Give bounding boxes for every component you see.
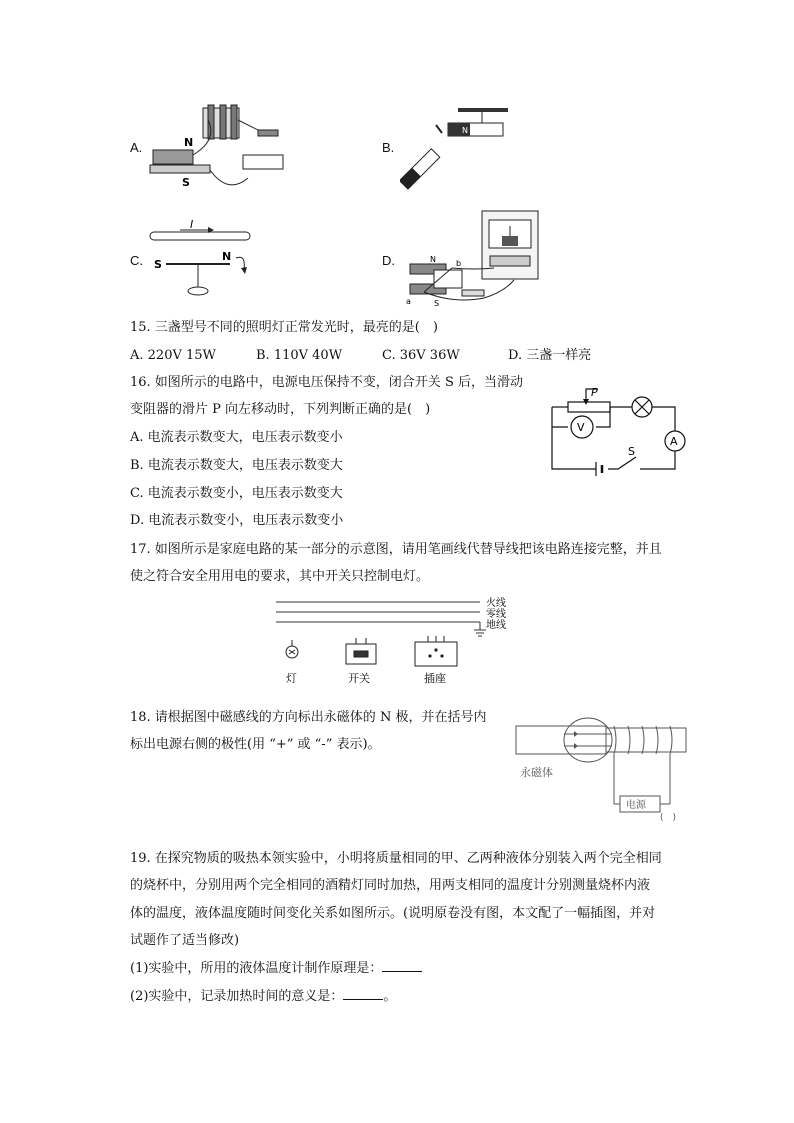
fig-d-b-label: b	[456, 259, 462, 268]
wire-ground-label: 地线	[486, 620, 506, 631]
q19-sub2-text: (2)实验中，记录加热时间的意义是：	[130, 989, 344, 1004]
fig-b-n-label: N	[462, 126, 468, 135]
q17-household-circuit	[270, 594, 530, 686]
figure-b-magnet-attraction	[400, 105, 520, 190]
q16-option-c: C. 电流表示数变小，电压表示数变大	[130, 486, 343, 501]
q19-sub1	[130, 959, 422, 979]
figure-c-oersted-experiment	[148, 218, 258, 303]
option-d-label: D.	[382, 253, 395, 268]
q15-stem: 15. 三盏型号不同的照明灯正常发光时，最亮的是( )	[130, 320, 438, 335]
q18-line1: 18. 请根据图中磁感线的方向标出永磁体的 N 极，并在括号内	[130, 710, 487, 725]
wire-live-label: 火线	[486, 598, 506, 609]
figure-a-electromagnet-circuit	[148, 100, 298, 195]
q16-option-d: D. 电流表示数变小，电压表示数变小	[130, 513, 344, 528]
fig-d-s-label: S	[434, 299, 440, 308]
fig-c-n-label: N	[222, 250, 232, 263]
fig-a-s-label: S	[182, 176, 190, 189]
q18-magnet-label: 永磁体	[520, 766, 553, 779]
fig-d-a-label: a	[406, 297, 411, 306]
option-a-label: A.	[130, 140, 143, 155]
q16-stem-line1: 16. 如图所示的电路中，电源电压保持不变，闭合开关 S 后，当滑动	[130, 375, 523, 390]
q19-sub1-text: (1)实验中，所用的液体温度计制作原理是：	[130, 961, 383, 976]
q19-line1: 19. 在探究物质的吸热本领实验中，小明将质量相同的甲、乙两种液体分别装入两个完全相同	[130, 851, 662, 866]
fig-c-current-label: I	[190, 218, 194, 231]
q16-ammeter-label: A	[670, 435, 678, 448]
q15-option-c: C. 36V 36W	[382, 348, 460, 363]
q17-line1: 17. 如图所示是家庭电路的某一部分的示意图，请用笔画线代替导线把该电路连接完整，并且	[130, 542, 662, 557]
q19-sub2-answer-blank[interactable]	[343, 987, 383, 1000]
q18-answer-bracket: ( )	[660, 813, 677, 823]
device-socket-label: 插座	[424, 672, 446, 685]
q19-line2: 的烧杯中，分别用两个完全相同的酒精灯同时加热，用两支相同的温度计分别测量烧杯内液	[130, 878, 651, 893]
q19-line4: 试题作了适当修改)	[130, 933, 240, 948]
q18-magnet-solenoid-diagram	[512, 712, 692, 824]
q18-line2: 标出电源右侧的极性(用 “+” 或 “-” 表示)。	[130, 737, 381, 752]
q19-sub2-end-mark: 。	[383, 989, 397, 1004]
q15-option-b: B. 110V 40W	[256, 348, 343, 363]
q19-line3: 体的温度，液体温度随时间变化关系如图所示。(说明原卷没有图，本文配了一幅插图，并对	[130, 906, 656, 921]
option-b-label: B.	[382, 140, 395, 155]
q15-option-a: A. 220V 15W	[130, 348, 216, 363]
q16-switch-s-label: S	[628, 445, 635, 458]
q17-line2: 使之符合安全用用电的要求，其中开关只控制电灯。	[130, 569, 430, 584]
q15-option-d: D. 三盏一样亮	[508, 348, 592, 363]
q16-circuit-diagram	[548, 385, 694, 477]
figure-d-induction-galvanometer	[404, 208, 544, 308]
wire-neutral-label: 零线	[486, 609, 506, 620]
q19-sub2	[130, 987, 396, 1007]
q16-voltmeter-label: V	[577, 421, 585, 434]
q16-stem-line2: 变阻器的滑片 P 向左移动时，下列判断正确的是( )	[130, 402, 431, 417]
device-lamp-label: 灯	[286, 672, 297, 685]
q19-sub1-answer-blank[interactable]	[382, 959, 422, 972]
q16-slider-p-label: P	[591, 386, 598, 399]
q16-option-b: B. 电流表示数变大，电压表示数变大	[130, 458, 343, 473]
q18-power-label: 电源	[626, 800, 646, 811]
q16-option-a: A. 电流表示数变大，电压表示数变小	[130, 430, 343, 445]
fig-d-n-label: N	[430, 255, 436, 264]
fig-a-n-label: N	[184, 136, 194, 149]
device-switch-label: 开关	[348, 672, 370, 685]
option-c-label: C.	[130, 253, 143, 268]
fig-c-s-label: S	[154, 258, 162, 271]
